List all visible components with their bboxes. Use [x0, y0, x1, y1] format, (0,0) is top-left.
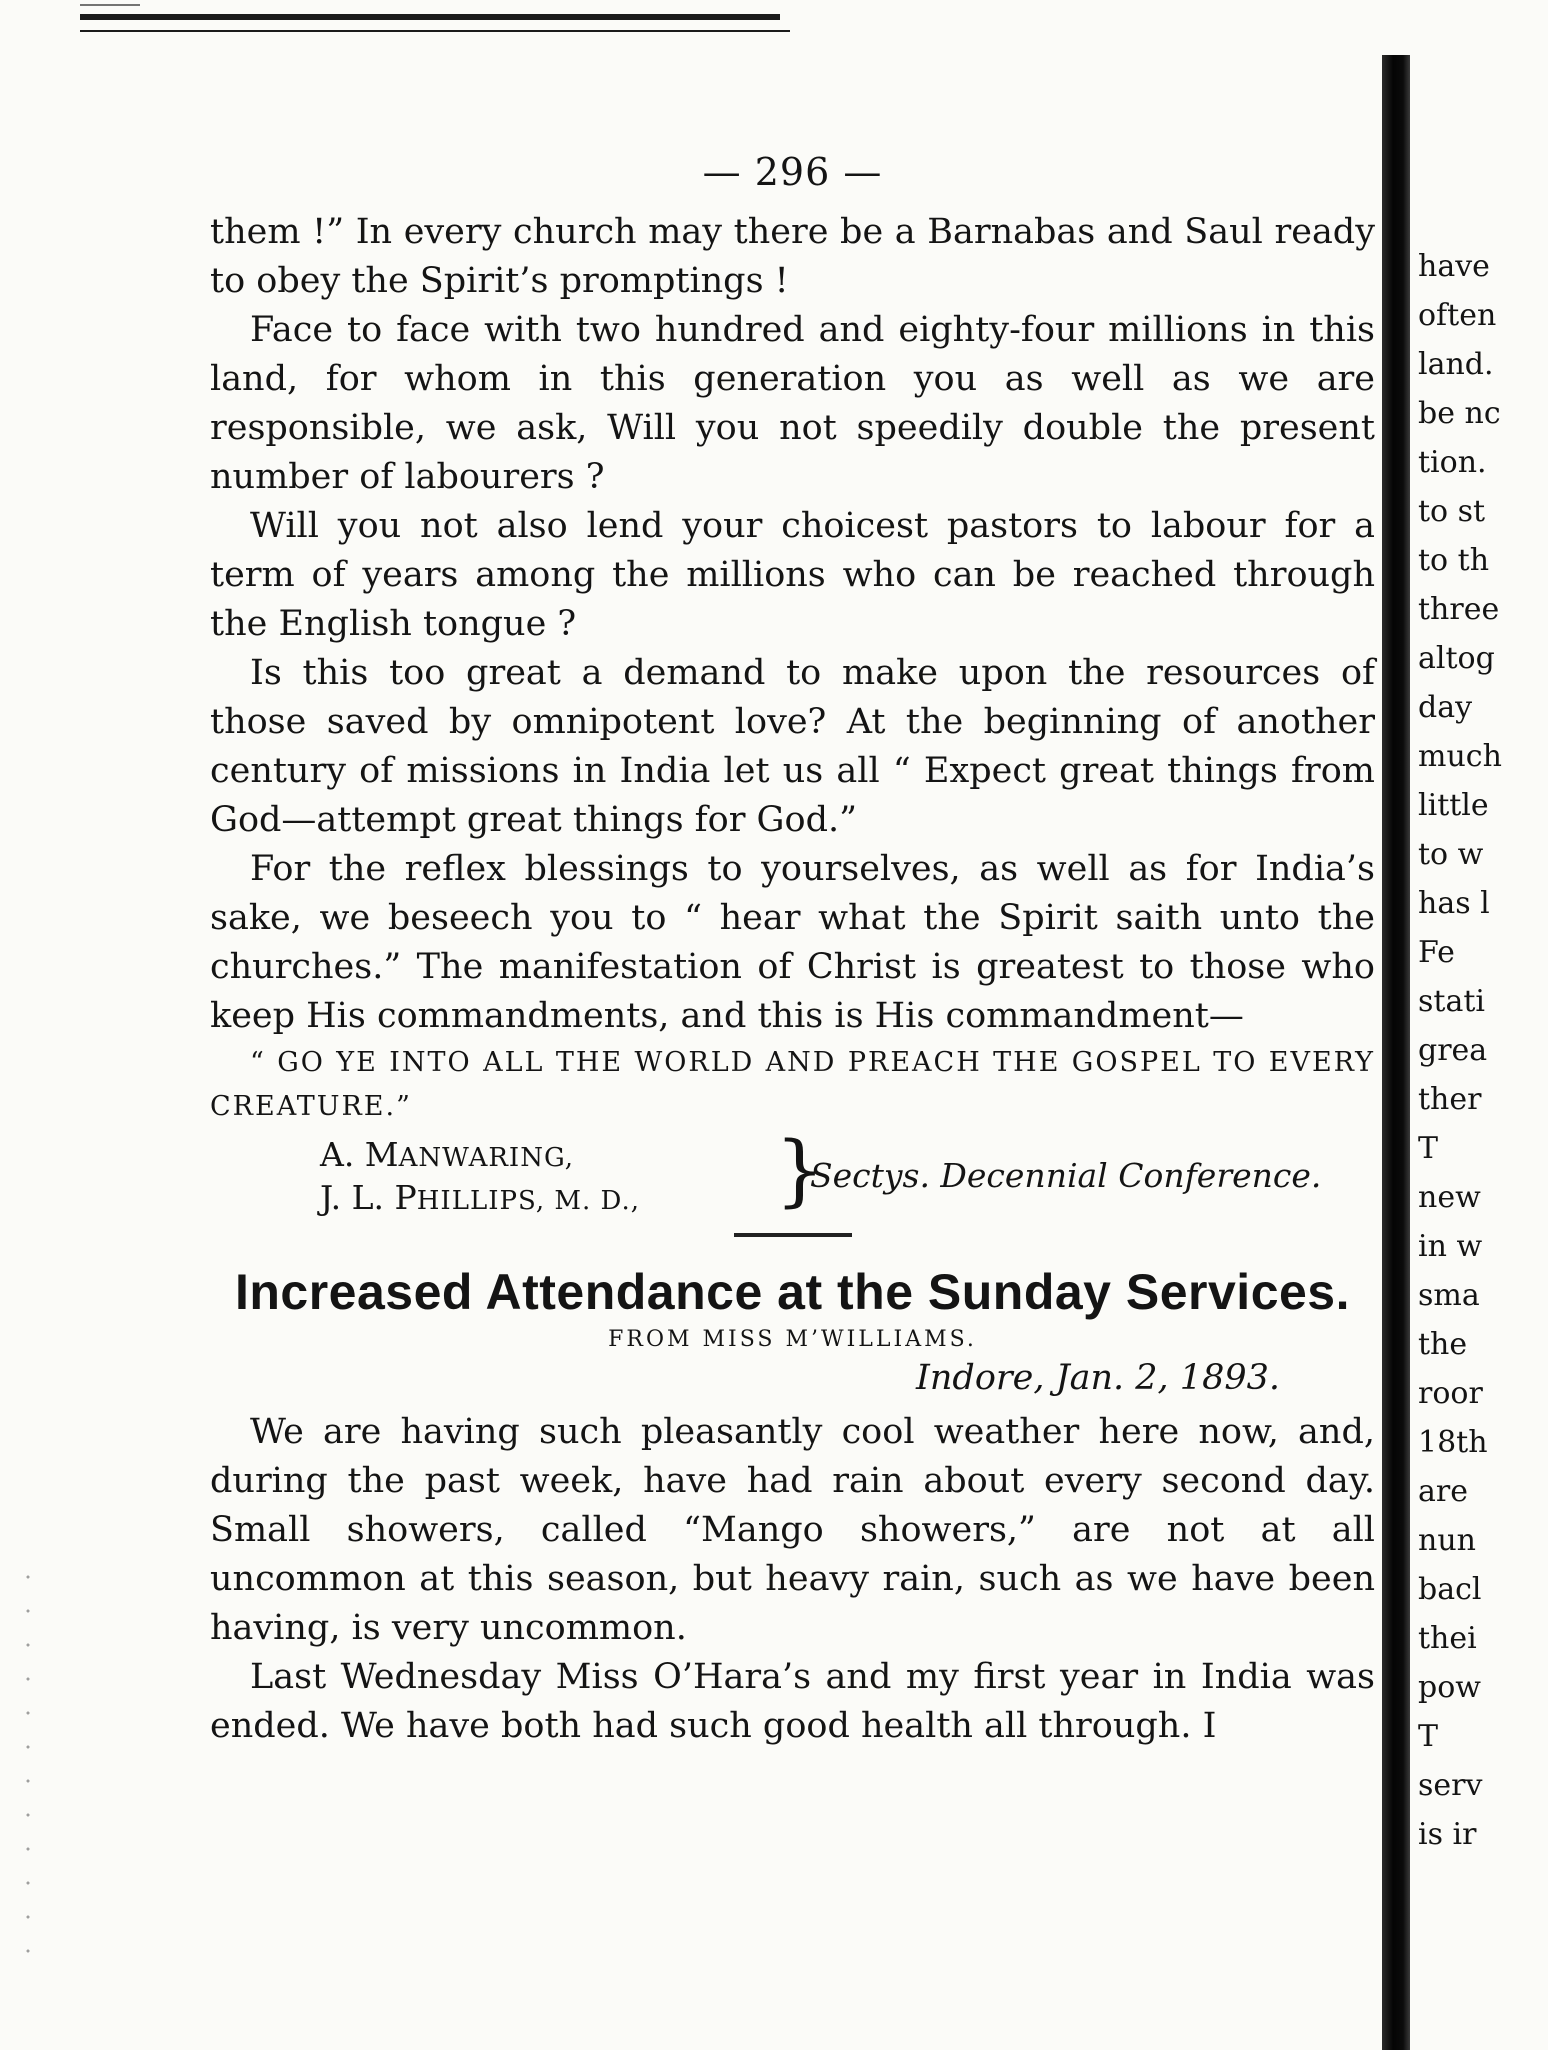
paragraph: For the reflex blessings to yourselves, as well as for India’s sake, we beseech you to “ hear what the Spirit saith unto the churches.” The manifestation of Christ is greatest to those who keep His commandments, and this is His commandment—: [210, 849, 1375, 1036]
facing-page-fragment: 18th: [1418, 1425, 1488, 1460]
facing-page-fragment: three: [1418, 592, 1500, 627]
facing-page-fragment: are: [1418, 1474, 1468, 1509]
facing-page-fragment: thei: [1418, 1621, 1477, 1656]
page-body: [210, 150, 1375, 1751]
facing-page-fragment: T: [1418, 1719, 1439, 1754]
letter-dateline: Indore, Jan. 2, 1893.: [916, 1358, 1280, 1398]
facing-page-fragment: is ir: [1418, 1817, 1477, 1852]
facing-page-fragment: be nc: [1418, 396, 1501, 431]
facing-page-fragment: have: [1418, 249, 1490, 284]
facing-page-fragment: day: [1418, 690, 1473, 725]
facing-page-fragment: to w: [1418, 837, 1484, 872]
section-byline: FROM MISS M’WILLIAMS.: [608, 1327, 977, 1352]
top-rule-thin: [80, 30, 790, 32]
facing-page-fragment: stati: [1418, 984, 1485, 1019]
signatory-role: Sectys. Decennial Conference.: [810, 1156, 1322, 1195]
facing-page-fragments: [1418, 242, 1548, 1859]
section-divider: [734, 1233, 852, 1237]
brace-glyph: }: [775, 1126, 825, 1216]
top-rule-thick: [80, 14, 780, 20]
page-number: — 296 —: [702, 150, 883, 194]
facing-page-fragment: land.: [1418, 347, 1494, 382]
signatory-names: [320, 1135, 640, 1221]
signature-block: [210, 1126, 1375, 1223]
facing-page-fragment: altog: [1418, 641, 1495, 676]
section-heading: Increased Attendance at the Sunday Services.: [234, 1264, 1351, 1320]
facing-page-fragment: often: [1418, 298, 1497, 333]
paragraph: We are having such pleasantly cool weather here now, and, during the past week, have had rain about every second day. Small showers, called “Mango showers,” are not at all uncommon at this season, but heavy rain, such as we have been having, is very uncommon.: [210, 1412, 1375, 1648]
paragraph: Last Wednesday Miss O’Hara’s and my first year in India was ended. We have both had such good health all through. I: [210, 1657, 1375, 1746]
facing-page-fragment: to st: [1418, 494, 1486, 529]
signatory-1: A. MANWARING,: [320, 1135, 575, 1174]
top-rule-stub: [80, 4, 140, 6]
book-gutter-shadow: [1382, 55, 1410, 2050]
facing-page-fragment: the: [1418, 1327, 1468, 1362]
paragraph: them !” In every church may there be a Barnabas and Saul ready to obey the Spirit’s promptings !: [210, 212, 1375, 301]
facing-page-fragment: in w: [1418, 1229, 1483, 1264]
facing-page-fragment: little: [1418, 788, 1489, 823]
facing-page-fragment: ther: [1418, 1082, 1482, 1117]
facing-page-fragment: serv: [1418, 1768, 1483, 1803]
facing-page-fragment: grea: [1418, 1033, 1488, 1068]
paragraph: Face to face with two hundred and eighty-four millions in this land, for whom in this generation you as well as we are responsible, we ask, Will you not speedily double the present number of labourers ?: [210, 310, 1375, 497]
facing-page-fragment: tion.: [1418, 445, 1487, 480]
facing-page-fragment: to th: [1418, 543, 1490, 578]
facing-page-fragment: T: [1418, 1131, 1439, 1166]
facing-page-fragment: new: [1418, 1180, 1481, 1215]
facing-page-fragment: has l: [1418, 886, 1490, 921]
facing-page-fragment: bacl: [1418, 1572, 1482, 1607]
facing-page-fragment: much: [1418, 739, 1502, 774]
facing-page-fragment: sma: [1418, 1278, 1480, 1313]
facing-page-fragment: roor: [1418, 1376, 1483, 1411]
facing-page-fragment: nun: [1418, 1523, 1476, 1558]
facing-page-fragment: Fe: [1418, 935, 1455, 970]
facing-page-fragment: pow: [1418, 1670, 1481, 1705]
paragraph: Will you not also lend your choicest pastors to labour for a term of years among the millions who can be reached through the English tongue ?: [210, 506, 1375, 644]
command-quote: “ GO YE INTO ALL THE WORLD AND PREACH THE GOSPEL TO EVERY CREATURE.”: [210, 1047, 1375, 1122]
paragraph: Is this too great a demand to make upon the resources of those saved by omnipotent love? At the beginning of another century of missions in India let us all “ Expect great things from God—attempt great things for God.”: [210, 653, 1375, 840]
signatory-2: J. L. PHILLIPS, M. D.,: [320, 1178, 641, 1217]
margin-specks: [18, 1560, 38, 1960]
